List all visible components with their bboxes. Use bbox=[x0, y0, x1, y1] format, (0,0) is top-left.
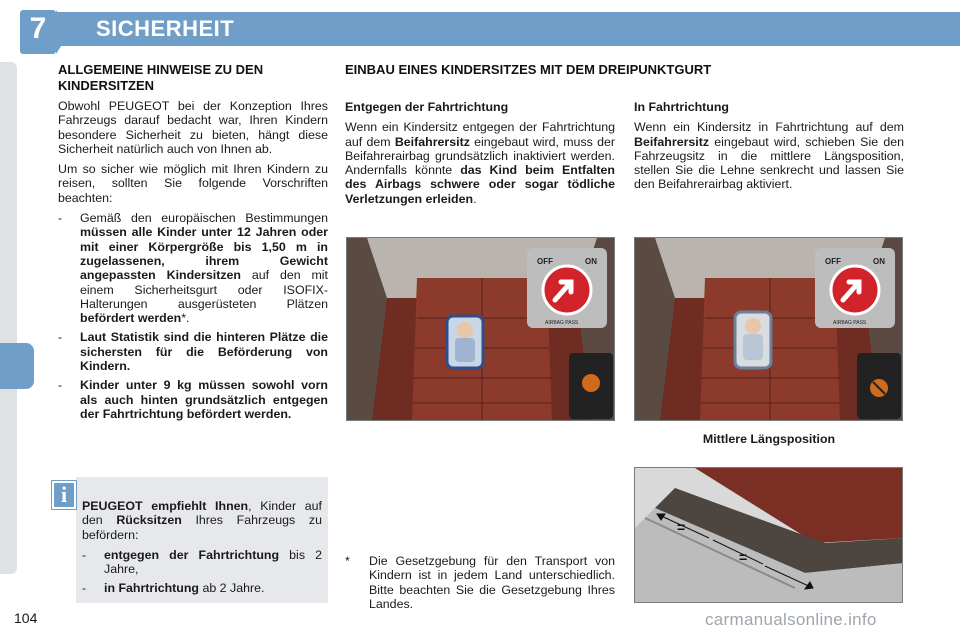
right-section-heading: EINBAU EINES KINDERSITZES MIT DEM DREIPUNKTGURT bbox=[345, 62, 712, 77]
list-item: - entgegen der Fahrtrichtung bis 2 Jahre, bbox=[82, 547, 322, 577]
list-dash: - bbox=[58, 378, 63, 393]
equal-mark: = bbox=[677, 519, 686, 535]
forward-facing-seat-illustration bbox=[634, 237, 903, 421]
footnote-star: * bbox=[345, 554, 350, 568]
equal-mark: = bbox=[739, 549, 748, 565]
watermark: carmanualsonline.info bbox=[705, 610, 877, 629]
list-item: - Gemäß den europäischen Bestimmungen müssen alle Kinder unter 12 Jahren oder mit einer Körpergröße bis 1,50 m in zugelassenen, ihrem Gewicht angepassten Kindersitzen auf den mit einem Sicherheitsgurt oder ISOFIX-Halterungen ausgerüsteten Plätzen befördert werden*. bbox=[58, 211, 329, 326]
forward-facing-paragraph: Wenn ein Kindersitz in Fahrtrichtung auf dem Beifahrersitz eingebaut wird, schieben Sie den Fahrzeugsitz in die mittlere Längsposition, stellen Sie die Lehne senkrecht und lassen Sie den Beifahrerairbag aktiviert. bbox=[634, 120, 904, 192]
info-text bbox=[82, 499, 322, 601]
footnote-text: Die Gesetzgebung für den Transport von Kindern ist in jedem Land unterschiedlich. Bitte beachten Sie die Gesetzgebung Ihres Landes. bbox=[369, 554, 615, 611]
info-paragraph: PEUGEOT empfiehlt Ihnen, Kinder auf den Rücksitzen Ihres Fahrzeugs zu befördern: bbox=[82, 499, 322, 542]
page-number: 104 bbox=[14, 610, 38, 626]
on-label: ON bbox=[585, 257, 597, 266]
list-item: - Laut Statistik sind die hinteren Plätze die sichersten für die Beförderung von Kindern. bbox=[58, 330, 328, 374]
footnote bbox=[345, 554, 615, 611]
on-label: ON bbox=[873, 257, 885, 266]
off-label: OFF bbox=[537, 257, 553, 266]
list-item: - in Fahrtrichtung ab 2 Jahre. bbox=[82, 581, 265, 596]
list-dash: - bbox=[58, 211, 63, 226]
page-title: SICHERHEIT bbox=[96, 16, 235, 41]
forward-facing-subheading: In Fahrtrichtung bbox=[634, 100, 729, 114]
seat-rail-illustration bbox=[634, 467, 903, 603]
forward-facing-column bbox=[634, 100, 904, 192]
chapter-number: 7 bbox=[29, 12, 47, 45]
left-section-heading: ALLGEMEINE HINWEISE ZU DEN KINDERSITZEN bbox=[58, 62, 264, 93]
left-paragraph-1: Obwohl PEUGEOT bei der Konzeption Ihres Fahrzeugs darauf bedacht war, Ihren Kindern besondere Sicherheit zu bieten, hängt diese Sicherheit natürlich auch von Ihnen ab. bbox=[58, 99, 328, 156]
rear-facing-column bbox=[345, 100, 615, 206]
off-label: OFF bbox=[825, 257, 841, 266]
list-item: - Kinder unter 9 kg müssen sowohl vorn als auch hinten grundsätzlich entgegen der Fahrtrichtung befördert werden. bbox=[58, 378, 328, 421]
list-dash: - bbox=[58, 330, 63, 345]
list-dash: - bbox=[82, 581, 87, 596]
info-icon: i bbox=[52, 481, 76, 509]
rear-facing-paragraph: Wenn ein Kindersitz entgegen der Fahrtrichtung auf dem Beifahrersitz eingebaut wird, muss der Beifahrerairbag grundsätzlich inaktiviert werden. Andernfalls könnte das Kind beim Entfalten des Airbags schwere oder sogar tödliche Verletzungen erleiden. bbox=[345, 120, 616, 206]
list-dash: - bbox=[82, 547, 87, 562]
left-paragraph-2: Um so sicher wie möglich mit Ihren Kindern zu reisen, sollten Sie folgende Vorschriften beachten: bbox=[58, 162, 328, 205]
airbag-pass-label: AIRBAG PASS bbox=[545, 320, 579, 326]
chapter-side-tab bbox=[0, 343, 34, 389]
rear-facing-seat-illustration bbox=[346, 237, 615, 421]
figure-caption: Mittlere Längsposition bbox=[702, 432, 836, 446]
airbag-pass-label: AIRBAG PASS bbox=[833, 320, 867, 326]
page-side-bar bbox=[0, 62, 17, 574]
left-column-text bbox=[58, 99, 328, 426]
rear-facing-subheading: Entgegen der Fahrtrichtung bbox=[345, 100, 509, 114]
